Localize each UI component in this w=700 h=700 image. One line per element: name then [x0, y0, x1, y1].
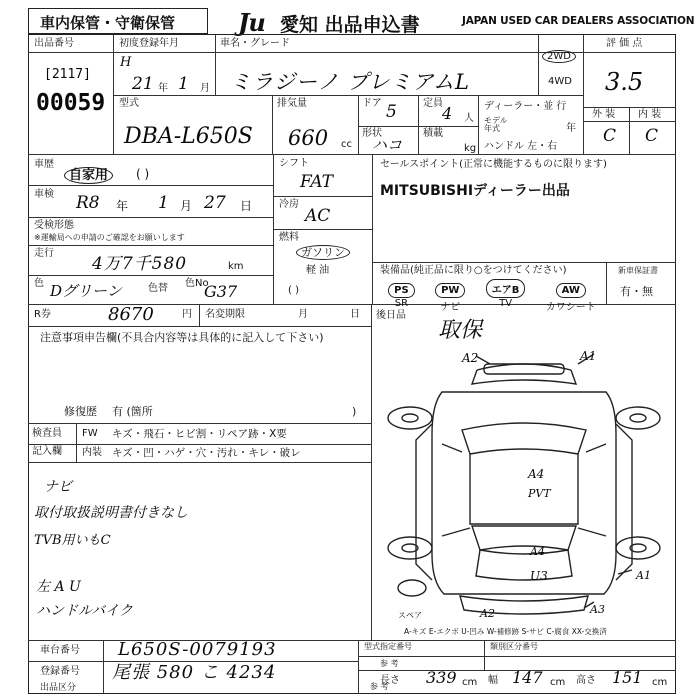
- height-unit: cm: [652, 677, 668, 688]
- name-change-label: 名変期限: [205, 309, 245, 320]
- shape-value: ハコ: [372, 136, 403, 154]
- registration-label: 初度登録年月: [119, 38, 179, 49]
- fw-items: キズ・飛石・ヒビ割・リペア跡・X要: [112, 428, 287, 440]
- category-number-label: 類別区分番号: [490, 642, 538, 651]
- damage-legend: A-キズ E-エクボ U-凹み W-補修跡 S-サビ C-腐食 XX-交換済: [404, 627, 607, 636]
- mark-a2-top: A2: [462, 351, 479, 365]
- spare-label: スペア: [398, 611, 422, 620]
- registration-year: 21: [132, 74, 154, 94]
- repair-close: ): [352, 405, 357, 418]
- association-name: JAPAN USED CAR DEALERS ASSOCIATION: [462, 15, 695, 27]
- interior-label: 内装: [82, 447, 102, 458]
- recycle-label: 受検形態: [34, 220, 74, 231]
- mark-a1-right: A1: [636, 569, 651, 582]
- length-value: 339: [426, 668, 457, 687]
- inspector-entry-label: 記入欄: [32, 446, 62, 457]
- width-value: 147: [512, 668, 543, 687]
- name-change-day-unit: 日: [350, 309, 360, 320]
- mileage-value: 4万7千580: [92, 254, 188, 274]
- capacity-unit: 人: [464, 113, 474, 124]
- grade-exterior-label: 外 装: [592, 109, 616, 120]
- rear-seat-value: 取保: [438, 318, 483, 343]
- grade-exterior-value: C: [603, 126, 617, 146]
- plate-extra-label: 出品区分: [40, 683, 77, 693]
- registration-month-unit: 月: [200, 83, 210, 94]
- name-change-month-unit: 月: [298, 309, 308, 320]
- equipment-label: 装備品(純正品に限り○をつけてください): [380, 265, 567, 276]
- displacement-unit: cc: [341, 139, 352, 150]
- dealer-handle-label: ハンドル 左・右: [484, 141, 558, 152]
- doors-value: 5: [386, 102, 397, 122]
- repair-value: 有 (箇所: [112, 405, 153, 418]
- note-line: TVB用いもC: [34, 533, 111, 548]
- mark-a1-top: A1: [580, 349, 597, 363]
- usage-label: 車歴: [34, 159, 54, 170]
- shape-label: 形状: [362, 128, 382, 139]
- note-line: ハンドルバイク: [36, 603, 133, 619]
- load-unit: kg: [464, 143, 477, 154]
- fuel-diesel: 軽 油: [306, 265, 330, 276]
- repair-label: 修復歴: [64, 405, 97, 418]
- capacity-value: 4: [442, 104, 453, 123]
- equipment-item: PS SR: [388, 278, 415, 313]
- registration-year-unit: 年: [158, 83, 168, 94]
- mark-a4-lower: A4: [530, 545, 545, 558]
- cooler-value: AC: [305, 206, 331, 226]
- equipment-item: エアB TV: [486, 278, 526, 313]
- grade-interior-label: 内 装: [638, 109, 662, 120]
- registration-era: H: [120, 55, 132, 70]
- plate-extra-small-label: 参 考: [370, 682, 389, 691]
- plate-label: 登録番号: [40, 666, 80, 677]
- lot-number: 00059: [36, 90, 106, 116]
- dealer-year-unit: 年: [566, 123, 576, 134]
- length-label: 長さ: [380, 675, 400, 686]
- spec-ref-label: 参 考: [380, 659, 399, 668]
- lot-label: 出品番号: [34, 38, 74, 49]
- selling-points-label: セールスポイント(正常に機能するものに限ります): [380, 159, 607, 170]
- color-code-value: G37: [204, 282, 238, 301]
- chassis-value: L650S-0079193: [118, 639, 277, 660]
- displacement-value: 660: [288, 126, 329, 150]
- drive-4wd: 4WD: [548, 76, 572, 87]
- inspection-day: 27: [204, 193, 226, 213]
- inspection-year-unit: 年: [116, 199, 129, 213]
- capacity-label: 定員: [423, 98, 443, 109]
- width-label: 幅: [488, 675, 498, 686]
- inspection-label: 車検: [34, 189, 54, 200]
- color-change-label: 色替: [148, 283, 168, 294]
- equipment-list: [378, 278, 606, 313]
- recycle-fee-unit: 円: [182, 309, 192, 320]
- mark-u3: U3: [530, 569, 548, 583]
- ju-logo: Ju: [238, 8, 265, 37]
- width-unit: cm: [550, 677, 566, 688]
- color-label: 色: [34, 278, 44, 289]
- inspection-month: 1: [158, 193, 169, 213]
- color-code-label: 色No: [185, 278, 209, 289]
- lot-bracket-number: [2117]: [44, 67, 91, 82]
- registration-month: 1: [178, 74, 189, 94]
- model-value: ミラジーノ プレミアムL: [230, 70, 470, 94]
- note-line: ナビ: [44, 479, 72, 495]
- equipment-item: AW カワシート: [545, 285, 596, 313]
- chassis-label: 車台番号: [40, 645, 80, 656]
- shift-value: FAT: [300, 172, 334, 192]
- interior-items: キズ・凹・ハゲ・穴・汚れ・キレ・破レ: [112, 447, 301, 459]
- grade-interior-value: C: [645, 126, 659, 146]
- color-value: Dグリーン: [50, 282, 122, 300]
- car-diagram: [372, 344, 676, 640]
- certificate-value: 有・無: [620, 285, 653, 298]
- type-code-value: DBA-L650S: [124, 124, 253, 149]
- recycle-fee-value: 8670: [108, 304, 154, 325]
- usage-paren: ( ): [136, 167, 150, 181]
- inspector-label: 検査員: [32, 428, 62, 439]
- storage-label: 車内保管・守衛保管: [40, 14, 176, 32]
- fuel-paren: ( ): [288, 285, 299, 296]
- mark-pvt: PVT: [528, 487, 551, 500]
- form-title: 愛知 出品申込書: [280, 14, 420, 36]
- drive-2wd: 2WD: [542, 51, 576, 62]
- note-line: 左 A U: [36, 579, 81, 595]
- doors-label: ドア: [362, 98, 382, 109]
- recycle-note: ※運輸局への申請のご確認をお願いします: [34, 233, 185, 242]
- usage-value: 自家用: [64, 164, 113, 183]
- mark-a3-bottom: A3: [590, 603, 605, 616]
- mark-a4-center: A4: [528, 467, 545, 481]
- spec-number-label: 型式指定番号: [364, 642, 412, 651]
- notes-label: 注意事項申告欄(不具合内容等は具体的に記入して下さい): [40, 331, 324, 344]
- inspection-month-unit: 月: [180, 199, 193, 213]
- height-value: 151: [612, 668, 643, 687]
- inspection-value: R8: [76, 193, 100, 213]
- equipment-item: PW ナビ: [435, 278, 465, 313]
- shift-label: シフト: [279, 158, 309, 169]
- fw-label: FW: [82, 428, 98, 439]
- inspection-day-unit: 日: [240, 199, 253, 213]
- fuel-label: 燃料: [279, 232, 299, 243]
- load-label: 積載: [423, 128, 443, 139]
- fuel-value: ガソリン: [296, 244, 350, 260]
- model-label: 車名・グレード: [220, 38, 290, 49]
- recycle-fee-label: R券: [34, 309, 51, 320]
- grade-value: 3.5: [605, 68, 644, 96]
- length-unit: cm: [462, 677, 478, 688]
- mileage-unit: km: [228, 261, 244, 272]
- plate-value: 尾張 580 こ 4234: [112, 662, 277, 683]
- rear-seat-label: 後日品: [376, 310, 406, 321]
- certificate-label: 新車保証書: [618, 266, 658, 275]
- height-label: 高さ: [576, 675, 596, 686]
- mileage-label: 走行: [34, 248, 54, 259]
- selling-points-value: MITSUBISHIディーラー出品: [380, 183, 570, 199]
- dealer-model-year-label: モデル年式: [484, 116, 508, 133]
- type-code-label: 型式: [119, 98, 139, 109]
- dealer-label: ディーラー・並 行: [484, 101, 567, 112]
- note-line: 取付取扱説明書付きなし: [34, 505, 188, 521]
- displacement-label: 排気量: [277, 98, 307, 109]
- mark-a2-bottom: A2: [480, 607, 495, 620]
- grade-label: 評 価 点: [606, 38, 643, 49]
- cooler-label: 冷房: [279, 199, 299, 210]
